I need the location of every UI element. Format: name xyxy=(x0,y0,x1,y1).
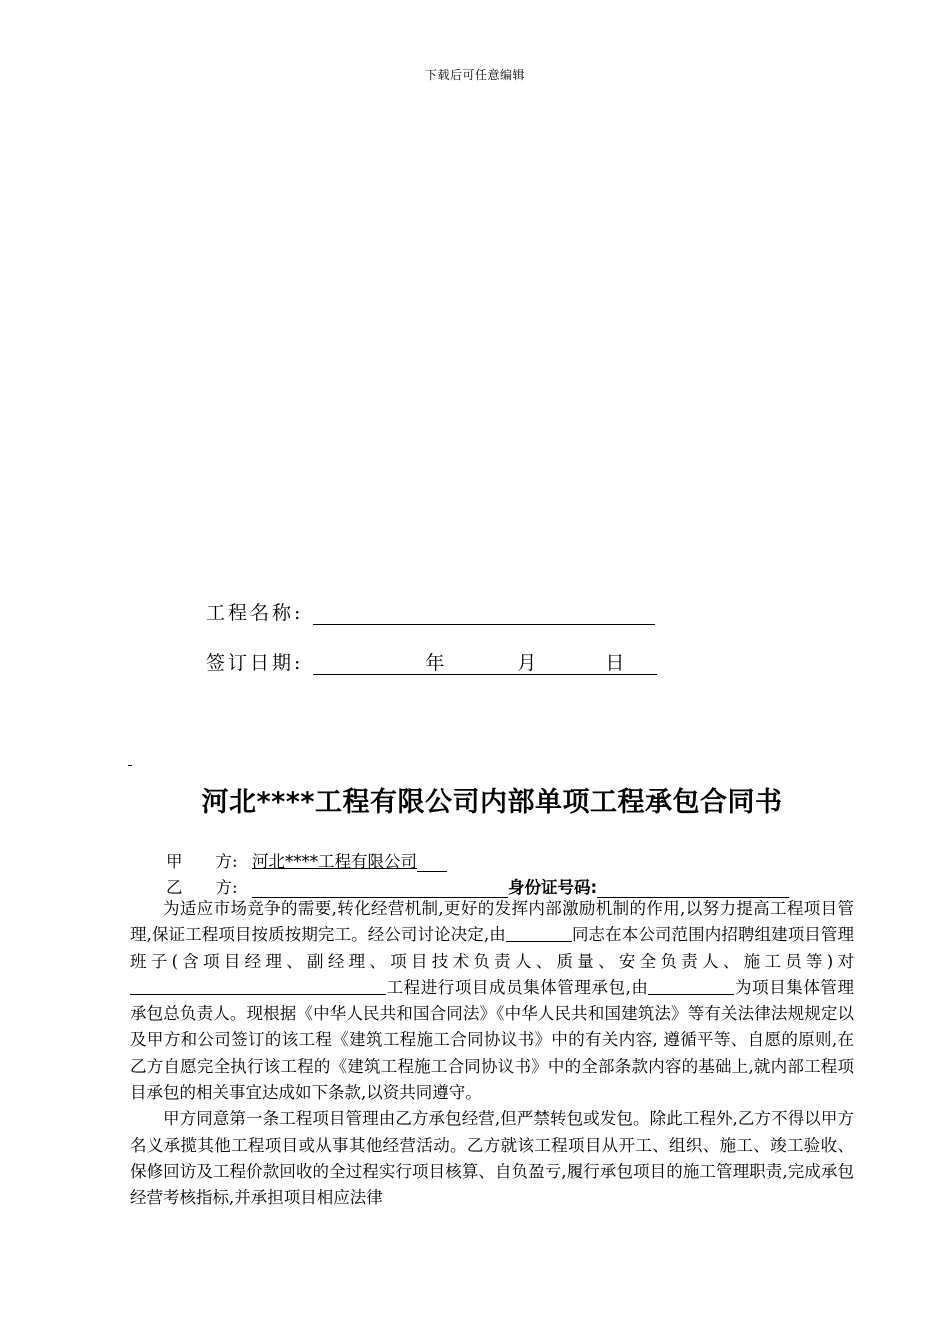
divider-mark xyxy=(128,765,132,766)
leader-blank xyxy=(648,978,734,995)
party-b-label: 乙 方: xyxy=(166,878,238,897)
party-b-line xyxy=(166,874,789,898)
para1-text-2: 同志在本公司范围内招聘组建项目管理班子(含项目经理、副经理、项目技术负责人、质量、安全负责人、施工员等)对 xyxy=(130,925,855,971)
party-a-label: 甲 方: xyxy=(166,852,238,871)
paragraph-1 xyxy=(130,896,854,1106)
project-name-field xyxy=(206,598,655,625)
comrade-name-blank xyxy=(506,925,572,942)
party-a-line xyxy=(166,848,447,872)
party-a-value: 河北****工程有限公司 xyxy=(252,852,417,871)
para1-text-5: 等有关法律法规规定以及甲方和公司签订的该工程《建筑工程施工合同协议书》中的有关内容, 遵循平等、自愿的原则,在乙方自愿完全执行该工程的《建筑工程施工合同协议书》中的全部条款内容的基础上,就内部工程项目承包的相关事宜达成如下条款,以资共同遵守。 xyxy=(130,1004,855,1103)
contract-title: 河北****工程有限公司内部单项工程承包合同书 xyxy=(201,787,783,818)
sign-date-label: 签订日期: xyxy=(206,652,304,674)
day-label: 日 xyxy=(605,652,628,674)
para1-text-1: 为适应市场竞争的需要,转化经营机制,更好的发挥内部激励机制的作用,以努力提高工程项目管理,保证工程项目按质按期完工。经公司讨论决定,由 xyxy=(130,899,854,945)
sign-date-field xyxy=(206,648,657,675)
project-blank xyxy=(130,978,386,995)
project-name-blank xyxy=(313,602,655,625)
year-label: 年 xyxy=(425,652,448,674)
para1-text-3: 工程进行项目成员集体管理承包,由 xyxy=(386,977,649,997)
paragraph-2: 甲方同意第一条工程项目管理由乙方承包经营,但严禁转包或发包。除此工程外,乙方不得以甲方名义承揽其他工程项目或从事其他经营活动。乙方就该工程项目从开工、组织、施工、竣工验收、保修回访及工程价款回收的全过程实行项目核算、自负盈亏,履行承包项目的施工管理职责,完成承包经营考核指标,并承担项目相应法律 xyxy=(130,1109,854,1208)
header-note: 下载后可任意编辑 xyxy=(424,68,525,82)
contract-body xyxy=(130,896,854,1212)
project-name-label: 工程名称: xyxy=(206,602,304,624)
party-a-underline-pad xyxy=(417,853,447,872)
sign-date-blank xyxy=(313,652,657,675)
para1-text-4: 为项目集体管理承包总负责人。现根据《中华人民共和国合同法》《中华人民共和国建筑法》 xyxy=(130,977,854,1024)
month-label: 月 xyxy=(517,652,540,674)
id-number-label: 身份证号码: xyxy=(508,878,598,897)
